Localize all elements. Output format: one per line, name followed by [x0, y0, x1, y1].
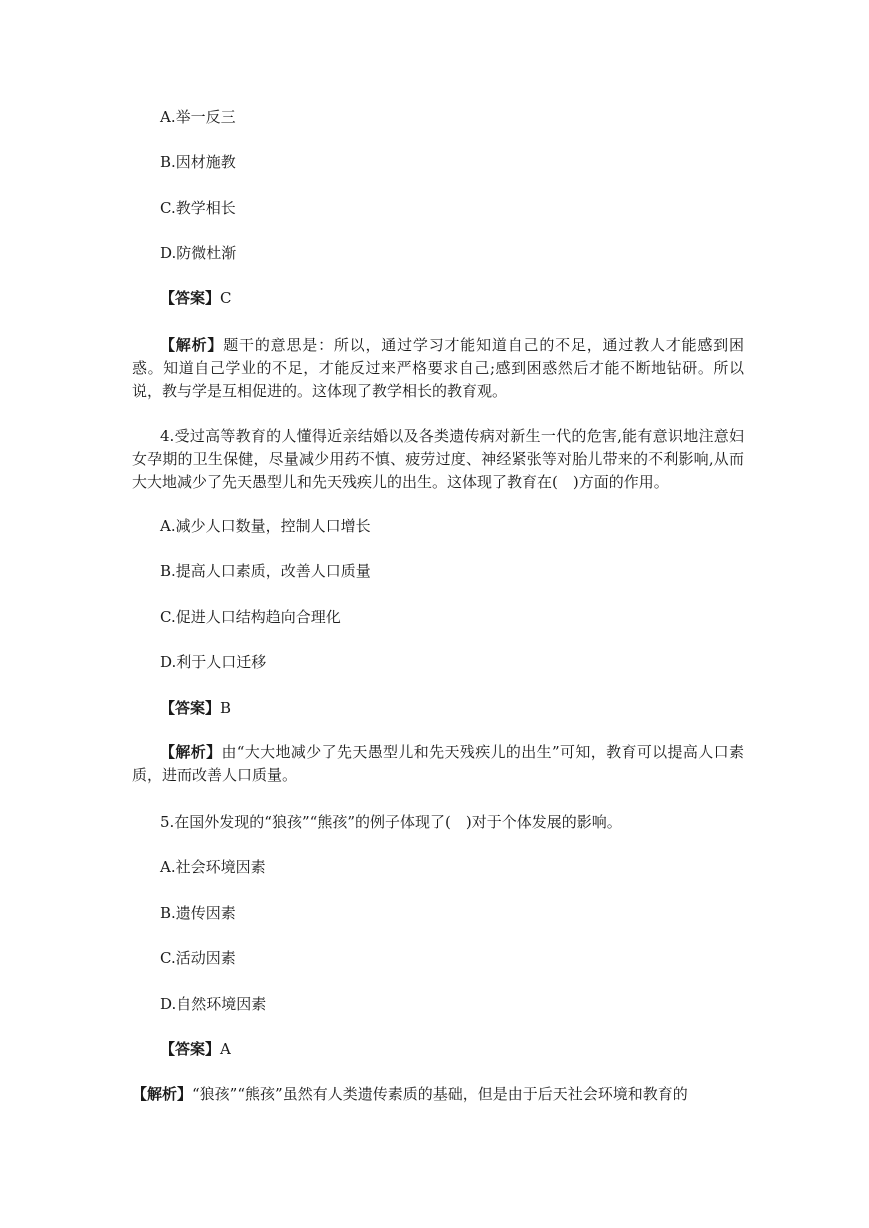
q5-explanation: [132, 1083, 744, 1106]
q3-option-a: A.举一反三: [160, 108, 236, 126]
q5-answer-value: A: [220, 1040, 231, 1058]
q5-option-c: C.活动因素: [160, 949, 236, 967]
q5-option-a: A.社会环境因素: [160, 858, 266, 876]
q3-explanation-label: 【解析】: [160, 336, 224, 354]
q4-explanation-label: 【解析】: [160, 743, 222, 761]
q4-answer-value: B: [220, 699, 232, 717]
q4-explanation: [132, 741, 744, 787]
q3-answer-label: 【答案】: [160, 289, 221, 307]
q5-explanation-text: “狼孩”“熊孩”虽然有人类遗传素质的基础，但是由于后天社会环境和教育的: [192, 1085, 688, 1103]
q5-answer: [160, 1038, 231, 1060]
q4-option-b: B.提高人口素质，改善人口质量: [160, 562, 371, 580]
q5-stem: [132, 811, 744, 834]
q5-option-b: B.遗传因素: [160, 904, 236, 922]
q4-answer: [160, 697, 231, 719]
q5-explanation-label: 【解析】: [132, 1085, 193, 1103]
q4-answer-label: 【答案】: [160, 699, 221, 717]
q4-option-d: D.利于人口迁移: [160, 653, 267, 671]
q3-answer: [160, 287, 232, 309]
q3-option-b: B.因材施教: [160, 153, 236, 171]
q3-explanation: [132, 334, 744, 403]
q5-stem-text: 5.在国外发现的“狼孩”“熊孩”的例子体现了( )对于个体发展的影响。: [160, 813, 622, 831]
q4-option-a: A.减少人口数量，控制人口增长: [160, 517, 371, 535]
q5-answer-label: 【答案】: [160, 1040, 221, 1058]
q4-explanation-text: 由“大大地减少了先天愚型儿和先天残疾儿的出生”可知，教育可以提高人口素质，进而改善人口质量。: [132, 743, 744, 784]
q3-option-c: C.教学相长: [160, 199, 236, 217]
q4-stem: [132, 425, 744, 494]
q4-stem-text: 4.受过高等教育的人懂得近亲结婚以及各类遗传病对新生一代的危害,能有意识地注意妇女孕期的卫生保健，尽量减少用药不慎、疲劳过度、神经紧张等对胎儿带来的不利影响,从而大大地减少了先天愚型儿和先天残疾儿的出生。这体现了教育在( )方面的作用。: [132, 427, 744, 491]
q3-answer-value: C: [220, 289, 232, 307]
q3-explanation-text: 题干的意思是：所以，通过学习才能知道自己的不足，通过教人才能感到困惑。知道自己学业的不足，才能反过来严格要求自己;感到困惑然后才能不断地钻研。所以说，教与学是互相促进的。这体现了教学相长的教育观。: [132, 336, 744, 400]
q4-option-c: C.促进人口结构趋向合理化: [160, 608, 341, 626]
q5-option-d: D.自然环境因素: [160, 995, 267, 1013]
q3-option-d: D.防微杜渐: [160, 244, 237, 262]
